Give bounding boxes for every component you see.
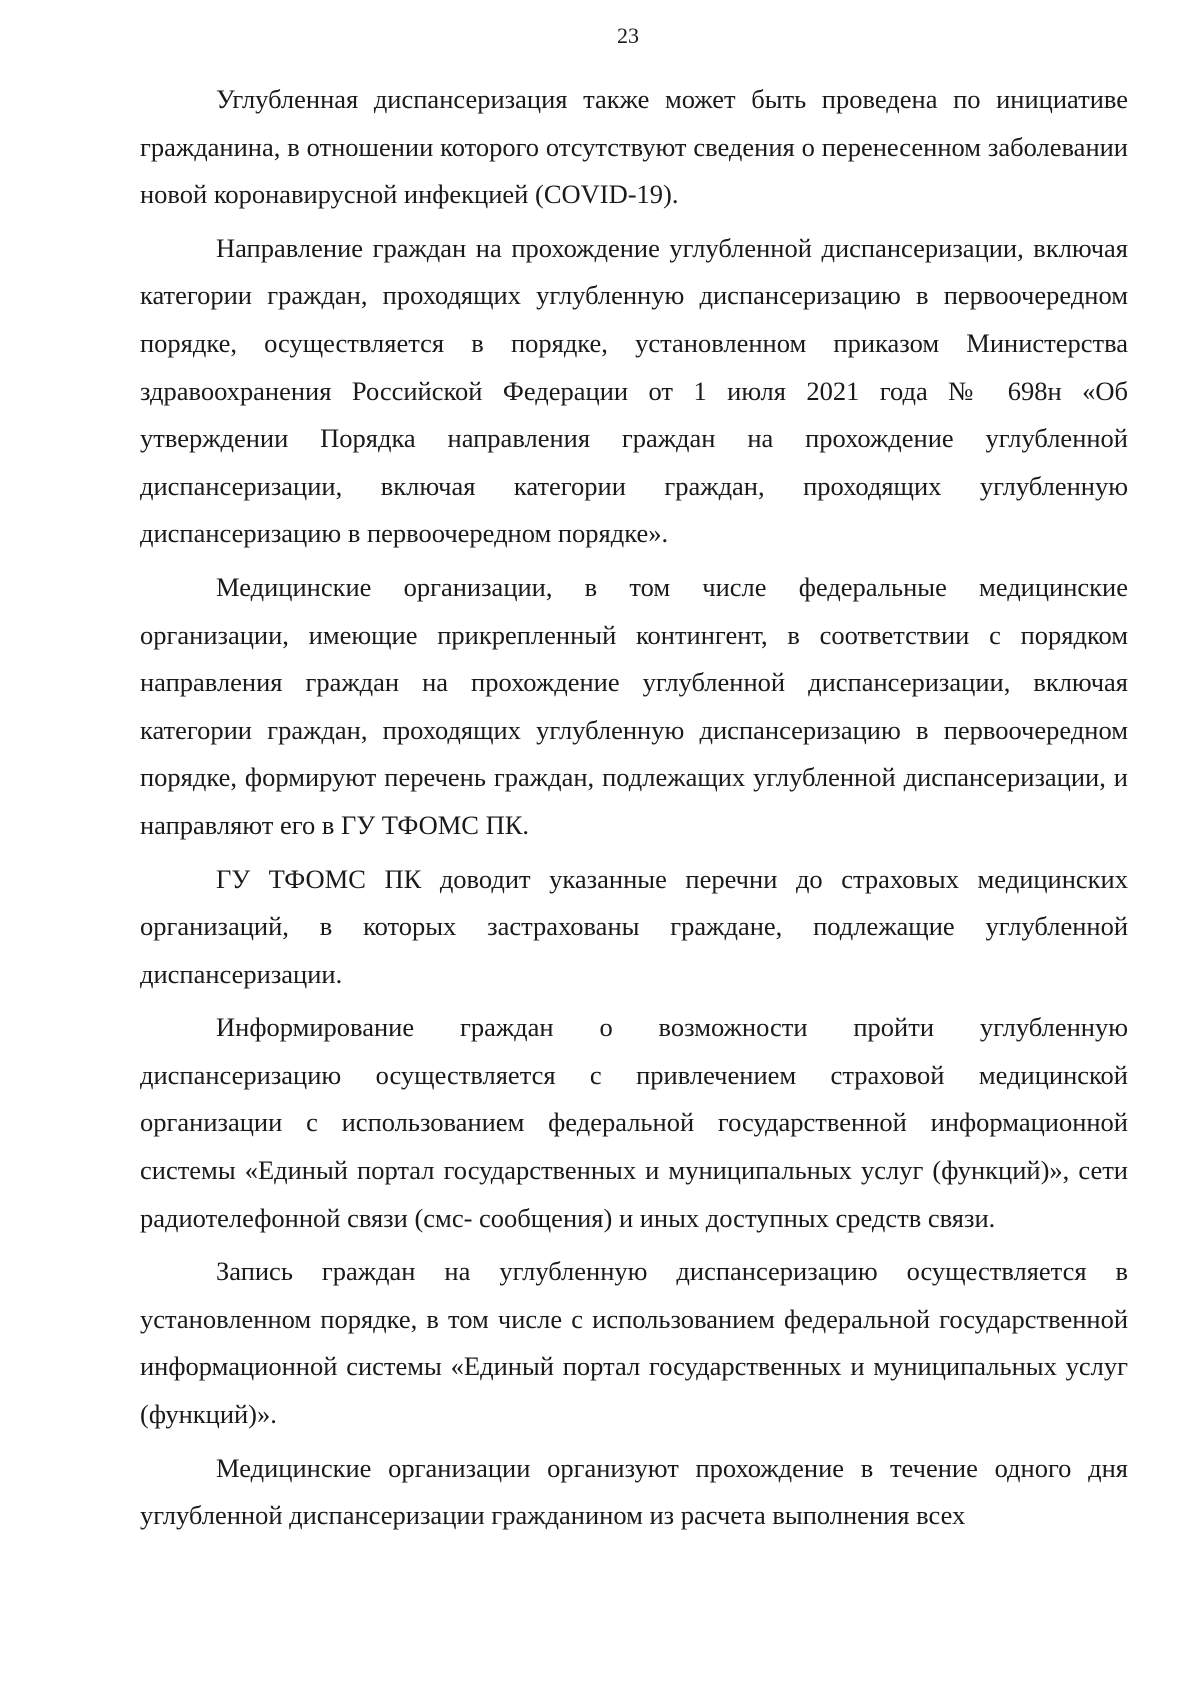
paragraph-informing-citizens: Информирование граждан о возможности пройти углубленную диспансеризацию осуществляется с привлечением страховой медицинской организации с использованием федеральной государственной информационной системы «Единый портал государственных и муниципальных услуг (функций)», сети радиотелефонной связи (смс- сообщения) и иных доступных средств связи. — [140, 1012, 1128, 1233]
paragraph-one-day-completion: Медицинские организации организуют прохождение в течение одного дня углубленной диспансеризации гражданином из расчета выполнения всех — [140, 1452, 1128, 1531]
paragraph-referral-procedure: Направление граждан на прохождение углубленной диспансеризации, включая категории граждан, проходящих углубленную диспансеризацию в первоочередном порядке, осуществляется в порядке, установленном приказом Министерства здравоохранения Российской Федерации от 1 июля 2021 года № 698н «Об утверждении Порядка направления граждан на прохождение углубленной диспансеризации, включая категории граждан, проходящих углубленную диспансеризацию в первоочередном порядке». — [140, 232, 1128, 549]
paragraph-tfoms-distribution: ГУ ТФОМС ПК доводит указанные перечни до страховых медицинских организаций, в которых застрахованы граждане, подлежащие углубленной диспансеризации. — [140, 863, 1128, 989]
document-body — [140, 76, 1128, 1546]
paragraph-appointment-registration: Запись граждан на углубленную диспансеризацию осуществляется в установленном порядке, в том числе с использованием федеральной государственной информационной системы «Единый портал государственных и муниципальных услуг (функций)». — [140, 1256, 1128, 1430]
paragraph-deep-dispensary-citizen-initiative: Углубленная диспансеризация также может быть проведена по инициативе гражданина, в отношении которого отсутствуют сведения о перенесенном заболевании новой коронавирусной инфекцией (COVID-19). — [140, 84, 1128, 210]
page-number: 23 — [617, 23, 639, 48]
paragraph-medical-organizations-lists: Медицинские организации, в том числе федеральные медицинские организации, имеющие прикрепленный контингент, в соответствии с порядком направления граждан на прохождение углубленной диспансеризации, включая категории граждан, проходящих углубленную диспансеризацию в первоочередном порядке, формируют перечень граждан, подлежащих углубленной диспансеризации, и направляют его в ГУ ТФОМС ПК. — [140, 571, 1128, 840]
